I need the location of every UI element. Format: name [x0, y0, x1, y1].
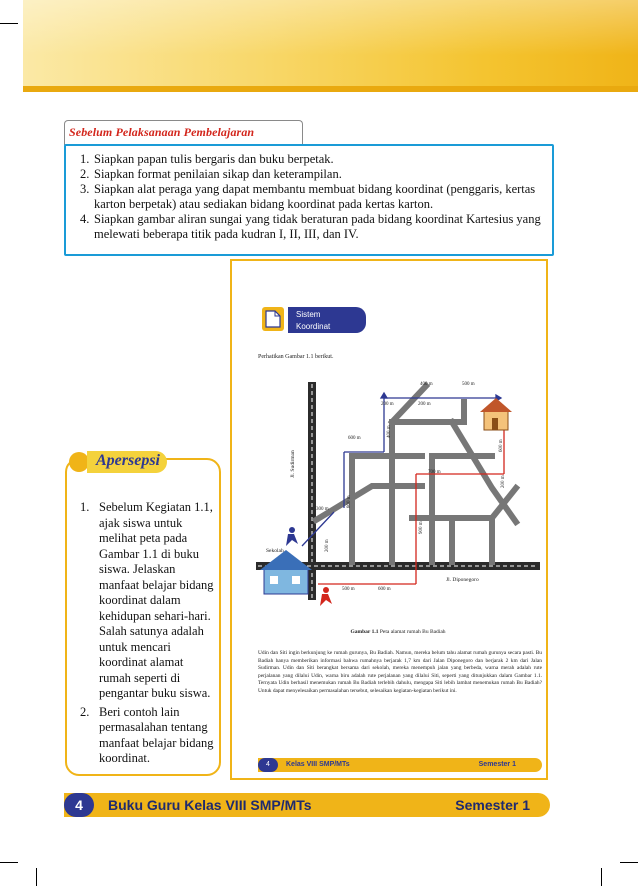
school-building [260, 550, 312, 594]
distance-label: 200 m [418, 402, 431, 407]
apersepsi-title: Apersepsi [96, 452, 160, 469]
header-band [23, 0, 638, 92]
street [352, 456, 422, 562]
apersepsi-badge [69, 452, 89, 472]
section-icon [262, 307, 284, 331]
distance-label: 600 m [499, 439, 504, 452]
list-item: 3. Siapkan alat peraga yang dapat membantu membuat bidang koordinat (penggaris, kertas karton berpetak) atau sediakan bidang koordinat pada kertas karton. [80, 182, 536, 211]
siti-figure [286, 527, 298, 546]
arrow-head [381, 393, 387, 398]
udin-figure [320, 587, 332, 606]
street-name-diponegoro: Jl. Diponegoro [446, 577, 479, 583]
distance-label: 600 m [348, 436, 361, 441]
list-item: 1. Sebelum Kegiatan 1.1, ajak siswa untuk melihat peta pada Gambar 1.1 di buku siswa. Jelaskan manfaat belajar bidang koordinat dalam kehidupan sehari-hari. Salah satunya adalah untuk mencari koordinat alamat rumah seperti di pengantar buku siswa. [80, 500, 214, 700]
distance-label: 700 m [428, 470, 441, 475]
list-item: 2. Beri contoh lain permasalahan tentang manfaat belajar bidang koordinat. [80, 704, 214, 765]
list-item: 4. Siapkan gambar aliran sungai yang tidak beraturan pada bidang koordinat Kartesius yang melewati beberapa titik pada kudran I, II, III, dan IV. [80, 212, 541, 241]
section-label: Sistem Koordinat [288, 307, 366, 333]
prep-section-tab [64, 120, 303, 145]
problem-paragraph: Udin dan Siti ingin berkunjung ke rumah gurunya, Bu Badiah. Namun, mereka belum tahu alamat rumah gurunya secara pasti. Bu Badiah hanya memberikan informasi bahwa rumahnya berjarak 1,7 km dari Jalan Diponegoro dan berjarak 2 km dari Jalan Sudirman. Udin dan Siti berangkat bersama dari sekolah, mereka menempuh jalan yang berbeda, warna merah adalah rute perjalanan yang dilalui Udin, warna biru adalah rute perjalanan yang dilalui Siti, seperti yang ditunjukkan dalam Gambar 1.1. Ternyata Udin berhasil menemukan rumah Bu Badiah terlebih dahulu, mengapa Siti lebih lambat menemukan rumah Bu Badiah? Untuk dapat menyelesaikan permasalahan tersebut, selesaikan kegiatan-kegiatan berikut ini. [258, 650, 542, 694]
prep-section-title: Sebelum Pelaksanaan Pembelajaran [69, 125, 255, 139]
student-footer-title: Kelas VIII SMP/MTs [286, 761, 350, 768]
footer-title: Buku Guru Kelas VIII SMP/MTs [108, 797, 312, 813]
student-page-footer [258, 758, 542, 772]
distance-label: 300 m [316, 507, 329, 512]
street [452, 422, 516, 522]
teacher-house [480, 398, 512, 430]
street-name-sudirman: Jl. Sudirman [290, 450, 296, 478]
distance-label: 200 m [381, 402, 394, 407]
distance-label: 400 m [387, 425, 392, 438]
prep-list [80, 152, 544, 242]
distance-label: 400 m [420, 382, 433, 387]
map-intro: Perhatikan Gambar 1.1 berikut. [258, 354, 334, 360]
distance-label: 500 m [462, 382, 475, 387]
distance-label: 200 m [325, 539, 330, 552]
distance-label: 500 m [342, 587, 355, 592]
crop-mark [601, 868, 602, 886]
crop-mark [0, 862, 18, 863]
list-item: 1. Siapkan papan tulis bergaris dan buku berpetak. [80, 152, 334, 166]
distance-label: 800 m [347, 495, 352, 508]
apersepsi-list [80, 500, 216, 770]
crop-mark [0, 23, 18, 24]
student-page-number: 4 [258, 758, 278, 772]
crop-mark [620, 862, 638, 863]
page-number: 4 [64, 793, 94, 817]
page-footer [64, 793, 550, 817]
distance-label: 900 m [419, 521, 424, 534]
footer-semester: Semester 1 [455, 797, 530, 813]
figure-caption: Gambar 1.1 Peta alamat rumah Bu Badiah [350, 629, 446, 635]
school-label: Sekolah [266, 548, 284, 554]
student-footer-semester: Semester 1 [478, 761, 516, 768]
apersepsi-tab [87, 451, 167, 473]
list-item: 2. Siapkan format penilaian sikap dan keterampilan. [80, 167, 342, 181]
distance-label: 600 m [378, 587, 391, 592]
address-map [256, 368, 540, 608]
distance-label: 200 m [501, 475, 506, 488]
crop-mark [36, 868, 37, 886]
